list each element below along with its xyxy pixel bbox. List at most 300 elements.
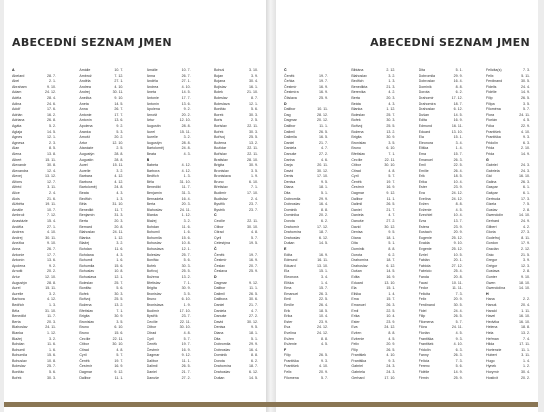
entry-date: 26. 7.	[47, 247, 56, 251]
book-spine	[266, 0, 276, 412]
entry-name: Gabriela	[351, 370, 365, 375]
entry-date: 9. 10.	[47, 241, 56, 246]
entry-name: Gwen	[485, 280, 496, 285]
entry-name: Dušan	[213, 375, 225, 380]
entry-name: Čtislava	[284, 95, 297, 100]
entry-date: 14. 5.	[453, 112, 463, 117]
entry-date: 7. 4.	[522, 336, 530, 341]
entry-name: Antonie	[146, 95, 159, 100]
entry-name: Darja	[284, 163, 293, 168]
entry-date: 31. 10.	[112, 202, 124, 207]
entry-date: 14. 5.	[386, 269, 396, 274]
entry-date: 5. 1.	[455, 68, 463, 72]
entry-name: Gustav	[485, 207, 498, 212]
entry-name: Dominik	[284, 207, 297, 212]
entry-name: David	[213, 319, 224, 324]
entry-name: Bronislav	[146, 291, 162, 296]
entry-name: Agáta	[12, 123, 22, 128]
entry-name: Berta	[12, 319, 21, 324]
entry-date: 24. 11.	[112, 230, 124, 235]
entry-date: 30. 9.	[248, 163, 258, 168]
entry-date: 1. 3.	[49, 302, 56, 307]
entry-date: 1. 4.	[522, 358, 530, 363]
entry-date: 29. 9.	[319, 196, 328, 201]
entry-name: Hedvika	[485, 319, 499, 324]
entry-name: Filomena	[418, 319, 434, 324]
entry-name: Bohdan	[146, 224, 160, 229]
entry-date: 1. 9.	[250, 174, 258, 179]
entry-date: 21. 6.	[47, 196, 56, 201]
entry-date: 7. 12.	[114, 73, 124, 78]
right-page-title: ABECEDNÍ SEZNAM JMEN	[370, 36, 530, 49]
entry-name: Flóra	[418, 325, 427, 330]
entry-date: 28. 8.	[114, 151, 124, 156]
entry-date: 3. 2.	[388, 73, 396, 78]
entry-date: 16. 2.	[47, 112, 56, 117]
entry-date: 1. 9.	[183, 302, 191, 307]
entry-date: 23. 9.	[386, 319, 396, 324]
entry-name: F	[284, 347, 287, 352]
entry-name: Dalimil	[146, 364, 158, 369]
entry-date: 11. 6.	[181, 224, 191, 229]
entry-date: 10. 5.	[453, 252, 463, 257]
entry-name: Emílie	[418, 168, 429, 173]
entry-date: 2. 8.	[522, 269, 530, 274]
entry-date: 5. 7.	[250, 235, 258, 240]
entry-name: Emanuel	[284, 291, 299, 296]
entry-date: 15. 11.	[112, 163, 124, 168]
entry-name: Anna	[146, 73, 156, 78]
entry-date: 5. 1.	[250, 336, 258, 341]
entry-name: Gwendolín	[485, 213, 504, 218]
entry-date: 24. 3.	[386, 364, 396, 369]
entry-date: 26. 8.	[47, 118, 56, 123]
entry-date: 11. 1.	[319, 123, 328, 128]
entry-date: 4. 6.	[321, 157, 328, 162]
entry-date: 20. 11.	[317, 163, 328, 168]
entry-date: 17. 10.	[384, 375, 396, 380]
entry-name: Atanázie	[79, 146, 94, 151]
entry-date: 25. 9.	[248, 269, 258, 274]
entry-date: 20. 2.	[47, 269, 56, 274]
entry-date: 5. 1.	[321, 191, 328, 196]
entry-name: Erik	[418, 174, 425, 179]
entry-name: Blahoslav	[351, 73, 367, 78]
entry-name: Denis	[284, 174, 294, 179]
entry-date: 24. 12.	[451, 196, 463, 201]
entry-date: 6. 1.	[522, 185, 530, 190]
entry-name: Cecílie	[79, 336, 91, 341]
entry-name: Aurel	[146, 129, 156, 134]
entry-date: 4. 7.	[388, 213, 396, 218]
entry-date: 7. 1.	[388, 151, 396, 156]
entry-name: Harald	[485, 308, 497, 313]
entry-name: E	[284, 247, 287, 251]
entry-date: 16. 11.	[317, 258, 328, 263]
entry-date: 10. 11.	[317, 107, 328, 112]
entry-name: Denisa	[284, 179, 296, 184]
entry-name: Borislav	[213, 123, 227, 128]
entry-name: Fridolín	[485, 140, 498, 145]
entry-name: Barbora	[79, 179, 93, 184]
entry-date: 30. 5.	[520, 79, 530, 84]
entry-date: 19. 7.	[319, 79, 328, 84]
entry-date: 16. 10.	[518, 314, 530, 319]
entry-name: Babeta	[146, 163, 159, 168]
entry-date: 17. 3.	[520, 196, 530, 201]
entry-name: Horymír	[485, 370, 499, 375]
entry-name: Erika	[351, 314, 360, 319]
entry-date: 18. 5.	[319, 308, 328, 313]
entry-name: Dagmar	[79, 370, 93, 375]
entry-date: 6. 1.	[522, 191, 530, 196]
entry-name: Amálie	[146, 68, 158, 72]
entry-date: 16. 10.	[518, 319, 530, 324]
entry-date: 5. 7.	[455, 319, 463, 324]
entry-date: 30. 4.	[520, 370, 530, 375]
entry-name: Brigita	[351, 135, 362, 140]
entry-name: Blažej	[12, 336, 22, 341]
entry-name: Ctirad	[213, 230, 224, 235]
entry-name: Havel	[485, 314, 496, 319]
entry-date: 7. 12.	[47, 213, 56, 218]
entry-name: Blanka	[12, 330, 23, 335]
entry-name: Dalimila	[284, 135, 297, 140]
left-name-columns	[12, 68, 258, 392]
entry-name: Anežka	[12, 241, 24, 246]
entry-date: 28. 8.	[114, 157, 124, 162]
entry-date: 20. 8.	[114, 224, 124, 229]
entry-date: 30. 3.	[248, 129, 258, 134]
entry-name: Božena	[213, 140, 227, 145]
entry-date: 1. 6.	[49, 347, 56, 352]
entry-date: 24. 8.	[181, 146, 191, 151]
entry-name: Borek	[213, 112, 224, 117]
name-column	[214, 68, 258, 392]
entry-name: Blahoslav	[12, 325, 28, 330]
entry-date: 6. 2.	[455, 90, 463, 95]
entry-date: 20. 9.	[453, 297, 463, 302]
entry-name: Bronislav	[79, 319, 95, 324]
entry-date: 25. 5.	[181, 269, 191, 274]
entry-date: 9. 2.	[49, 263, 56, 268]
entry-name: Bojislav	[213, 84, 227, 89]
entry-date: 4. 5.	[388, 336, 396, 341]
entry-name: Filip	[485, 95, 493, 100]
entry-date: 27. 12.	[451, 263, 463, 268]
entry-date: 4. 2.	[522, 224, 530, 229]
right-name-columns	[284, 68, 530, 392]
entry-date: 7. 1.	[183, 280, 191, 285]
entry-name: Bohumil	[12, 347, 25, 352]
entry-date: 30. 10.	[112, 342, 124, 347]
entry-name: Dalibor	[351, 196, 363, 201]
entry-name: Gál	[485, 174, 492, 179]
entry-name: Aurel	[79, 163, 88, 168]
entry-name: Blanka	[351, 107, 363, 112]
entry-name: Ela	[284, 269, 290, 274]
entry-name: Drahoslav	[213, 370, 231, 375]
entry-date: 2. 5.	[250, 118, 258, 123]
entry-date: 27. 2.	[319, 151, 328, 156]
entry-date: 12. 1.	[181, 247, 191, 251]
entry-name: Bohdan	[79, 247, 92, 251]
entry-date: 28. 7.	[47, 73, 56, 78]
entry-name: Ester	[418, 185, 428, 190]
entry-date: 25. 12.	[451, 235, 463, 240]
entry-date: 11. 1.	[181, 358, 191, 363]
entry-date: 15. 6.	[114, 330, 124, 335]
entry-date: 1. 12.	[181, 213, 191, 218]
entry-name: Brigita	[146, 286, 157, 291]
entry-date: 30. 3.	[114, 291, 124, 296]
entry-name: Fanda	[418, 274, 429, 279]
entry-date: 4. 10.	[386, 353, 396, 358]
entry-name: Drahoslav	[284, 235, 301, 240]
entry-date: 22. 5.	[453, 163, 463, 168]
entry-name: Dag	[284, 112, 291, 117]
entry-name: Čestmíra	[284, 90, 299, 95]
entry-name: Gabriel	[351, 364, 363, 369]
entry-date: 7. 1.	[250, 185, 258, 190]
entry-name: Adéla	[12, 95, 22, 100]
entry-date: 5. 7.	[116, 353, 124, 358]
entry-date: 31. 10.	[179, 179, 191, 184]
entry-name: Dita	[418, 68, 426, 72]
entry-name: Florián	[418, 330, 430, 335]
entry-date: 1. 3.	[183, 174, 191, 179]
entry-date: 23. 7.	[248, 207, 258, 212]
entry-date: 6. 12.	[248, 370, 258, 375]
entry-name: Berenika	[351, 90, 366, 95]
entry-name: Danuše	[213, 314, 227, 319]
entry-date: 5. 11.	[521, 73, 530, 78]
entry-name: Albert	[12, 157, 22, 162]
entry-date: 5. 6.	[455, 364, 463, 369]
entry-date: 4. 10.	[114, 84, 124, 89]
entry-date: 16. 5.	[319, 135, 328, 140]
entry-date: 13. 2.	[520, 330, 530, 335]
entry-date: 1. 3.	[388, 79, 396, 84]
entry-date: 8. 5.	[49, 146, 56, 151]
entry-date: 12. 1.	[248, 101, 258, 106]
entry-name: Bartoloměj	[79, 185, 97, 190]
entry-date: 21. 10.	[246, 90, 258, 95]
entry-date: 17. 10.	[179, 308, 191, 313]
entry-name: Eduard	[284, 263, 296, 268]
entry-date: 1. 4.	[321, 280, 328, 285]
entry-date: 20. 3.	[386, 95, 396, 100]
entry-name: Danuše	[146, 375, 160, 380]
entry-name: Artur	[146, 118, 155, 123]
entry-name: Berta	[79, 219, 88, 224]
entry-name: Cyril	[79, 353, 87, 358]
entry-date: 3. 11.	[521, 353, 530, 358]
entry-name: Aurelie	[146, 135, 158, 140]
entry-name: Ctibor	[79, 342, 89, 347]
entry-name: Běla	[12, 308, 20, 313]
left-page-title: ABECEDNÍ SEZNAM JMEN	[12, 36, 172, 49]
entry-name: Aneta	[79, 101, 89, 106]
entry-date: 13. 10.	[451, 129, 463, 134]
entry-name: Felix	[418, 297, 427, 302]
name-entry	[351, 376, 395, 382]
entry-date: 6. 2.	[250, 358, 258, 363]
entry-date: 14. 5.	[319, 241, 328, 246]
entry-name: Felix	[485, 73, 494, 78]
entry-date: 1. 11.	[521, 308, 530, 313]
entry-name: Bronislav	[213, 168, 229, 173]
entry-date: 26. 5.	[453, 314, 463, 319]
entry-date: 8. 8.	[250, 353, 258, 358]
entry-name: Dita	[213, 336, 221, 341]
entry-name: Daniel	[351, 207, 362, 212]
entry-name: Apolena	[12, 263, 26, 268]
entry-name: Felicita(s)	[485, 68, 502, 72]
entry-name: Abel	[12, 79, 20, 84]
entry-date: 26. 4.	[319, 302, 328, 307]
entry-date: 4. 5.	[455, 330, 463, 335]
entry-date: 6. 10.	[181, 297, 191, 302]
entry-date: 15. 7.	[319, 286, 328, 291]
entry-date: 17. 12.	[317, 224, 328, 229]
entry-date: 22. 11.	[384, 157, 396, 162]
entry-name: Břetislav	[79, 308, 94, 313]
entry-name: Bohumil	[146, 230, 160, 235]
entry-name: Alexandr	[12, 163, 27, 168]
entry-date: 7. 1.	[116, 308, 124, 313]
entry-name: Anastázie	[12, 219, 28, 224]
entry-date: 4. 10.	[520, 129, 530, 134]
entry-date: 28. 8.	[47, 280, 56, 285]
entry-name: Fabián	[418, 258, 430, 263]
entry-date: 27. 1.	[181, 79, 191, 84]
entry-date: 24. 4.	[520, 84, 530, 89]
entry-date: 3. 2.	[116, 241, 124, 246]
entry-date: 9. 5.	[250, 325, 258, 330]
entry-name: Augustin	[146, 123, 161, 128]
right-page	[276, 8, 538, 400]
entry-name: Drahomír	[284, 224, 299, 229]
entry-name: Bořek	[351, 118, 361, 123]
entry-name: Ema	[284, 286, 292, 291]
entry-name: Augustýn	[146, 140, 162, 145]
entry-name: Bruno	[79, 330, 89, 335]
entry-date: 8. 8.	[321, 207, 328, 212]
entry-name: Emil	[284, 297, 291, 302]
entry-date: 25. 12.	[451, 247, 463, 251]
entry-date: 23. 9.	[453, 185, 463, 190]
entry-date: 9. 3.	[522, 135, 530, 140]
entry-name: Adam	[12, 90, 22, 95]
entry-date: 18. 7.	[319, 230, 328, 235]
entry-name: Filomena	[284, 375, 299, 380]
entry-name: Gregor	[485, 258, 498, 263]
entry-date: 8. 8.	[321, 336, 328, 341]
entry-date: 13. 6.	[114, 118, 124, 123]
entry-name: Cecílie	[213, 219, 225, 224]
entry-date: 18. 7.	[386, 258, 396, 263]
entry-date: 17. 6.	[47, 107, 56, 112]
entry-date: 5. 6.	[49, 370, 56, 375]
entry-date: 11. 1.	[114, 375, 124, 380]
entry-date: 26. 7.	[114, 107, 124, 112]
entry-date: 10. 7.	[181, 68, 191, 72]
entry-name: Fóka	[485, 123, 494, 128]
entry-name: Antonie	[79, 112, 92, 117]
entry-name: Alena	[12, 151, 22, 156]
entry-date: 21. 7.	[386, 207, 396, 212]
entry-name: Bibiána	[351, 68, 364, 72]
entry-name: Bruno	[146, 297, 157, 302]
entry-date: 4. 10.	[453, 342, 463, 347]
entry-date: 6. 12.	[319, 235, 328, 240]
entry-name: Dita	[284, 191, 291, 196]
entry-name: Ambrož	[79, 73, 92, 78]
entry-date: 19. 7.	[114, 358, 124, 363]
entry-date: 22. 5.	[386, 308, 396, 313]
entry-name: Evžen	[351, 330, 362, 335]
entry-name: Dalibor	[284, 107, 296, 112]
entry-date: 17. 10.	[317, 174, 328, 179]
entry-date: 13. 2.	[386, 129, 396, 134]
entry-date: 9. 12.	[114, 370, 124, 375]
entry-date: 1. 12.	[386, 107, 396, 112]
entry-date: 4. 12.	[114, 174, 124, 179]
entry-date: 30. 5.	[453, 302, 463, 307]
entry-date: 10. 4.	[386, 314, 396, 319]
entry-name: Edita	[284, 252, 293, 257]
entry-name: Blažej	[146, 219, 157, 224]
entry-name: Bedřich	[146, 174, 159, 179]
entry-name: Evženie	[418, 207, 432, 212]
entry-date: 8. 7.	[250, 95, 258, 100]
entry-date: 1. 2.	[522, 364, 530, 369]
entry-date: 30. 6.	[248, 297, 258, 302]
entry-name: Bohuslav	[12, 358, 27, 363]
entry-name: Břetislav	[146, 280, 161, 285]
entry-name: Bolek	[213, 90, 223, 95]
entry-name: Filipa	[485, 101, 495, 106]
entry-date: 20. 3.	[181, 202, 191, 207]
entry-name: Emanuel	[418, 157, 433, 162]
entry-date: 18. 1.	[248, 330, 258, 335]
entry-date: 30. 9.	[114, 314, 124, 319]
entry-name: Alan	[12, 146, 20, 151]
entry-date: 23. 7.	[181, 314, 191, 319]
entry-name: Františka	[284, 358, 299, 363]
entry-name: C	[213, 213, 217, 218]
entry-name: Diana	[351, 235, 361, 240]
entry-date: 9. 10.	[520, 274, 530, 279]
bookmark-ribbon-band	[4, 402, 538, 407]
entry-date: 25. 5.	[248, 135, 258, 140]
entry-name: Dagmar	[284, 118, 297, 123]
entry-date: 3. 2.	[116, 168, 124, 173]
entry-date: 20. 3.	[114, 219, 124, 224]
entry-name: Ctirad	[79, 347, 89, 352]
entry-date: 3. 2.	[183, 219, 191, 224]
entry-name: Bohdana	[79, 252, 94, 257]
entry-name: Dita	[351, 241, 358, 246]
entry-date: 25. 7.	[47, 364, 56, 369]
entry-date: 4. 10.	[181, 84, 191, 89]
entry-date: 2. 1.	[49, 79, 56, 84]
name-entry	[486, 376, 530, 382]
entry-date: 26. 3.	[453, 157, 463, 162]
entry-name: Františka	[351, 358, 367, 363]
entry-name: Gertruda	[485, 196, 501, 201]
